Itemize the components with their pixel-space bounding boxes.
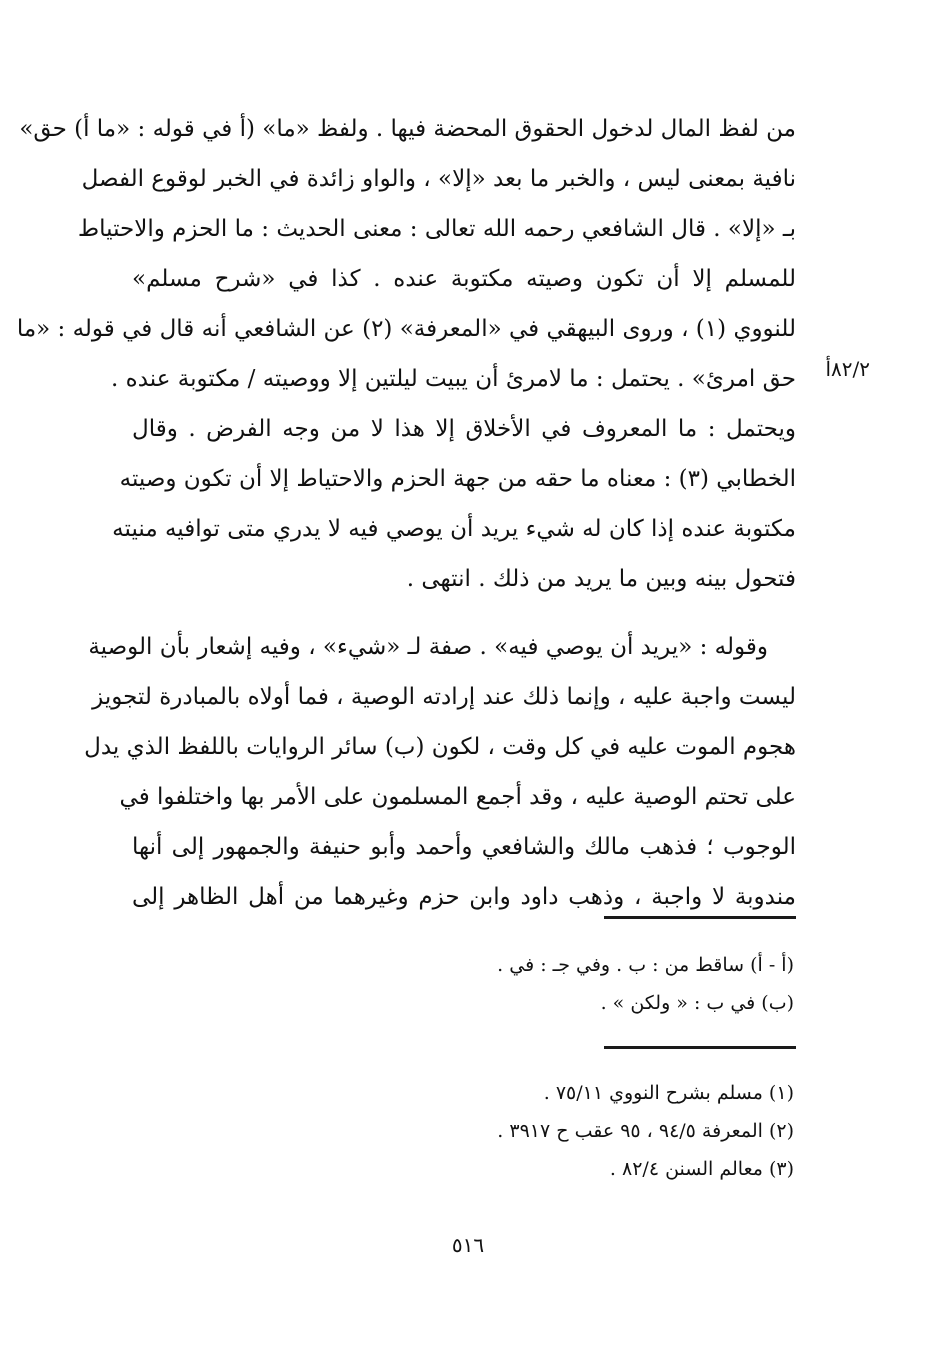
- footnote-divider: [604, 916, 796, 919]
- text-line: من لفظ المال لدخول الحقوق المحضة فيها . ولفظ «ما» (أ في قوله : «ما أ) حق»: [19, 116, 796, 142]
- text-line: نافية بمعنى ليس ، والخبر ما بعد «إلا» ، والواو زائدة في الخبر لوقوع الفصل: [81, 166, 796, 192]
- text-line: الوجوب ؛ فذهب مالك والشافعي وأحمد وأبو حنيفة والجمهور إلى أنها: [132, 834, 796, 860]
- text-line: وقوله : «يريد أن يوصي فيه» . صفة لـ «شيء» ، وفيه إشعار بأن الوصية: [88, 634, 768, 660]
- text-line: مندوبة لا واجبة ، وذهب داود وابن حزم وغيرهما من أهل الظاهر إلى: [132, 884, 796, 910]
- variant-notes: [234, 946, 794, 1022]
- footnote-divider: [604, 1046, 796, 1049]
- text-line: ليست واجبة عليه ، وإنما ذلك عند إرادته الوصية ، فما أولاه بالمبادرة لتجويز: [92, 684, 796, 710]
- main-text: [16, 104, 796, 922]
- text-line: مكتوبة عنده إذا كان له شيء يريد أن يوصي فيه لا يدري متى توافيه منيته: [112, 516, 796, 542]
- text-line: هجوم الموت عليه في كل وقت ، لكون (ب) سائر الروايات باللفظ الذي يدل: [84, 734, 796, 760]
- source-note: (٢) المعرفة ٩٤/٥ ، ٩٥ عقب ح ٣٩١٧ .: [497, 1120, 794, 1142]
- page-number: ٥١٦: [451, 1233, 485, 1257]
- source-note: (٣) معالم السنن ٨٢/٤ .: [609, 1158, 794, 1180]
- text-line: للمسلم إلا أن تكون وصيته مكتوبة عنده . كذا في «شرح مسلم»: [132, 266, 796, 292]
- text-line: للنووي (١) ، وروى البيهقي في «المعرفة» (٢) عن الشافعي أنه قال في قوله : «ما: [16, 316, 796, 342]
- source-note: (١) مسلم بشرح النووي ٧٥/١١ .: [543, 1082, 794, 1104]
- paragraph-gap: [132, 604, 796, 622]
- text-line: الخطابي (٣) : معناه ما حقه من جهة الحزم والاحتياط إلا أن تكون وصيته: [119, 466, 796, 492]
- source-notes: [234, 1074, 794, 1188]
- variant-note: (ب) في ب : « ولكن » .: [600, 992, 794, 1014]
- text-line: فتحول بينه وبين ما يريد من ذلك . انتهى .: [406, 566, 796, 592]
- text-line: على تحتم الوصية عليه ، وقد أجمع المسلمون على الأمر بها واختلفوا في: [119, 784, 796, 810]
- margin-page-reference: ٨٢/٢أ: [825, 357, 870, 381]
- text-line: حق امرئ» . يحتمل : ما لامرئ أن يبيت ليلتين إلا ووصيته / مكتوبة عنده .: [111, 366, 796, 392]
- variant-note: (أ - أ) ساقط من : ب . وفي جـ : في .: [497, 954, 794, 976]
- text-line: بـ «إلا» . قال الشافعي رحمه الله تعالى : معنى الحديث : ما الحزم والاحتياط: [77, 216, 796, 242]
- text-line: ويحتمل : ما المعروف في الأخلاق إلا هذا لا من وجه الفرض . وقال: [132, 416, 796, 442]
